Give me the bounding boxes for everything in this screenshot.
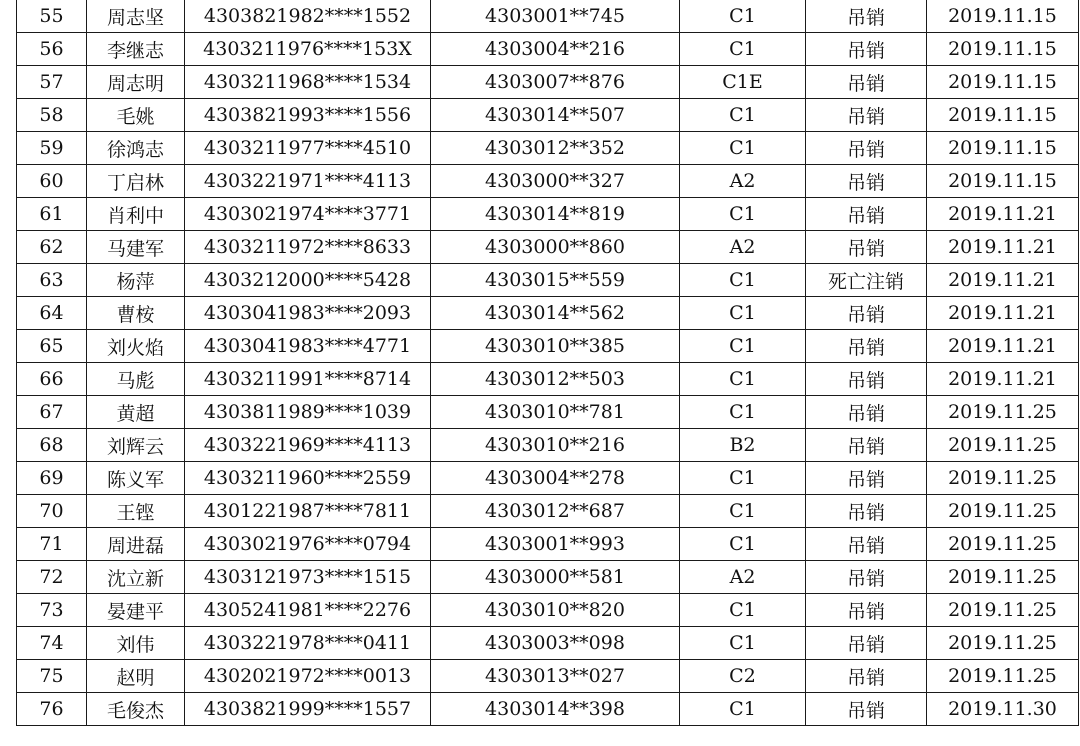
date-cell: 2019.11.25 [927,594,1079,627]
date-cell: 2019.11.25 [927,627,1079,660]
license-number-cell: 4303012**687 [431,495,680,528]
date-cell: 2019.11.15 [927,0,1079,33]
license-class-cell: C1 [680,528,806,561]
license-number-cell: 4303010**385 [431,330,680,363]
license-class-cell: C2 [680,660,806,693]
table-row [17,132,1079,165]
license-number-cell: 4303000**581 [431,561,680,594]
license-number-cell: 4303014**562 [431,297,680,330]
name-cell: 周进磊 [87,528,185,561]
row-number-cell: 58 [17,99,87,132]
date-cell: 2019.11.21 [927,297,1079,330]
id-number-cell: 4303021974****3771 [185,198,431,231]
row-number-cell: 67 [17,396,87,429]
id-number-cell: 4303211972****8633 [185,231,431,264]
license-revocation-table [16,0,1079,726]
date-cell: 2019.11.25 [927,528,1079,561]
name-cell: 马彪 [87,363,185,396]
date-cell: 2019.11.25 [927,429,1079,462]
row-number-cell: 63 [17,264,87,297]
row-number-cell: 64 [17,297,87,330]
name-cell: 丁启林 [87,165,185,198]
license-class-cell: C1 [680,99,806,132]
id-number-cell: 4303121973****1515 [185,561,431,594]
date-cell: 2019.11.15 [927,132,1079,165]
date-cell: 2019.11.21 [927,198,1079,231]
license-class-cell: A2 [680,165,806,198]
status-cell: 吊销 [806,33,927,66]
id-number-cell: 4303821993****1556 [185,99,431,132]
id-number-cell: 4303211991****8714 [185,363,431,396]
status-cell: 吊销 [806,396,927,429]
id-number-cell: 4303212000****5428 [185,264,431,297]
date-cell: 2019.11.25 [927,561,1079,594]
status-cell: 吊销 [806,231,927,264]
name-cell: 晏建平 [87,594,185,627]
row-number-cell: 68 [17,429,87,462]
table-row [17,330,1079,363]
name-cell: 刘火焰 [87,330,185,363]
license-class-cell: C1 [680,0,806,33]
name-cell: 王铿 [87,495,185,528]
status-cell: 吊销 [806,660,927,693]
license-number-cell: 4303007**876 [431,66,680,99]
date-cell: 2019.11.25 [927,660,1079,693]
name-cell: 肖利中 [87,198,185,231]
table-body [17,0,1079,726]
name-cell: 沈立新 [87,561,185,594]
id-number-cell: 4305241981****2276 [185,594,431,627]
id-number-cell: 4303221971****4113 [185,165,431,198]
id-number-cell: 4303041983****4771 [185,330,431,363]
table-row [17,198,1079,231]
license-number-cell: 4303004**278 [431,462,680,495]
status-cell: 吊销 [806,528,927,561]
license-class-cell: C1 [680,396,806,429]
license-class-cell: C1 [680,33,806,66]
status-cell: 吊销 [806,165,927,198]
table-row [17,0,1079,33]
license-class-cell: C1 [680,264,806,297]
table-row [17,495,1079,528]
license-class-cell: C1 [680,363,806,396]
row-number-cell: 69 [17,462,87,495]
table-row [17,264,1079,297]
license-class-cell: C1 [680,132,806,165]
row-number-cell: 70 [17,495,87,528]
date-cell: 2019.11.25 [927,396,1079,429]
row-number-cell: 72 [17,561,87,594]
license-number-cell: 4303000**860 [431,231,680,264]
table-row [17,363,1079,396]
table-row [17,627,1079,660]
license-class-cell: C1 [680,198,806,231]
name-cell: 刘伟 [87,627,185,660]
license-number-cell: 4303015**559 [431,264,680,297]
name-cell: 马建军 [87,231,185,264]
id-number-cell: 4303211976****153X [185,33,431,66]
status-cell: 吊销 [806,297,927,330]
date-cell: 2019.11.25 [927,462,1079,495]
license-number-cell: 4303012**503 [431,363,680,396]
id-number-cell: 4303821982****1552 [185,0,431,33]
status-cell: 吊销 [806,0,927,33]
license-number-cell: 4303000**327 [431,165,680,198]
name-cell: 毛姚 [87,99,185,132]
name-cell: 刘辉云 [87,429,185,462]
date-cell: 2019.11.30 [927,693,1079,726]
id-number-cell: 4303221969****4113 [185,429,431,462]
name-cell: 黄超 [87,396,185,429]
row-number-cell: 57 [17,66,87,99]
row-number-cell: 56 [17,33,87,66]
license-class-cell: C1 [680,594,806,627]
status-cell: 死亡注销 [806,264,927,297]
license-class-cell: C1 [680,627,806,660]
table-row [17,561,1079,594]
id-number-cell: 4303211960****2559 [185,462,431,495]
name-cell: 周志明 [87,66,185,99]
license-class-cell: C1 [680,297,806,330]
license-number-cell: 4303010**216 [431,429,680,462]
row-number-cell: 65 [17,330,87,363]
name-cell: 毛俊杰 [87,693,185,726]
row-number-cell: 61 [17,198,87,231]
license-number-cell: 4303012**352 [431,132,680,165]
name-cell: 李继志 [87,33,185,66]
license-number-cell: 4303004**216 [431,33,680,66]
status-cell: 吊销 [806,693,927,726]
id-number-cell: 4303811989****1039 [185,396,431,429]
table-row [17,33,1079,66]
table-row [17,462,1079,495]
status-cell: 吊销 [806,66,927,99]
license-number-cell: 4303010**820 [431,594,680,627]
table-row [17,165,1079,198]
date-cell: 2019.11.15 [927,66,1079,99]
license-class-cell: C1 [680,693,806,726]
row-number-cell: 62 [17,231,87,264]
date-cell: 2019.11.21 [927,231,1079,264]
status-cell: 吊销 [806,429,927,462]
row-number-cell: 60 [17,165,87,198]
table-row [17,594,1079,627]
date-cell: 2019.11.25 [927,495,1079,528]
id-number-cell: 4301221987****7811 [185,495,431,528]
table-row [17,99,1079,132]
row-number-cell: 71 [17,528,87,561]
name-cell: 杨萍 [87,264,185,297]
id-number-cell: 4303821999****1557 [185,693,431,726]
date-cell: 2019.11.15 [927,99,1079,132]
date-cell: 2019.11.21 [927,330,1079,363]
status-cell: 吊销 [806,132,927,165]
license-number-cell: 4303014**819 [431,198,680,231]
id-number-cell: 4302021972****0013 [185,660,431,693]
license-class-cell: C1 [680,462,806,495]
table-row [17,66,1079,99]
row-number-cell: 59 [17,132,87,165]
license-class-cell: C1E [680,66,806,99]
table-row [17,297,1079,330]
id-number-cell: 4303211977****4510 [185,132,431,165]
id-number-cell: 4303041983****2093 [185,297,431,330]
name-cell: 徐鸿志 [87,132,185,165]
row-number-cell: 74 [17,627,87,660]
name-cell: 陈义军 [87,462,185,495]
status-cell: 吊销 [806,330,927,363]
license-number-cell: 4303001**993 [431,528,680,561]
table-row [17,528,1079,561]
id-number-cell: 4303021976****0794 [185,528,431,561]
table-row [17,429,1079,462]
table-row [17,396,1079,429]
name-cell: 周志坚 [87,0,185,33]
date-cell: 2019.11.21 [927,264,1079,297]
license-number-cell: 4303001**745 [431,0,680,33]
name-cell: 曹桉 [87,297,185,330]
license-class-cell: A2 [680,231,806,264]
license-class-cell: A2 [680,561,806,594]
table-row [17,231,1079,264]
license-class-cell: C1 [680,330,806,363]
row-number-cell: 73 [17,594,87,627]
license-number-cell: 4303010**781 [431,396,680,429]
status-cell: 吊销 [806,198,927,231]
license-number-cell: 4303013**027 [431,660,680,693]
status-cell: 吊销 [806,363,927,396]
row-number-cell: 76 [17,693,87,726]
row-number-cell: 66 [17,363,87,396]
row-number-cell: 55 [17,0,87,33]
license-class-cell: B2 [680,429,806,462]
license-class-cell: C1 [680,495,806,528]
name-cell: 赵明 [87,660,185,693]
table-row [17,660,1079,693]
status-cell: 吊销 [806,462,927,495]
date-cell: 2019.11.15 [927,33,1079,66]
table-row [17,693,1079,726]
status-cell: 吊销 [806,594,927,627]
license-number-cell: 4303014**398 [431,693,680,726]
status-cell: 吊销 [806,495,927,528]
id-number-cell: 4303211968****1534 [185,66,431,99]
status-cell: 吊销 [806,99,927,132]
status-cell: 吊销 [806,561,927,594]
license-number-cell: 4303003**098 [431,627,680,660]
row-number-cell: 75 [17,660,87,693]
date-cell: 2019.11.21 [927,363,1079,396]
status-cell: 吊销 [806,627,927,660]
id-number-cell: 4303221978****0411 [185,627,431,660]
date-cell: 2019.11.15 [927,165,1079,198]
license-number-cell: 4303014**507 [431,99,680,132]
